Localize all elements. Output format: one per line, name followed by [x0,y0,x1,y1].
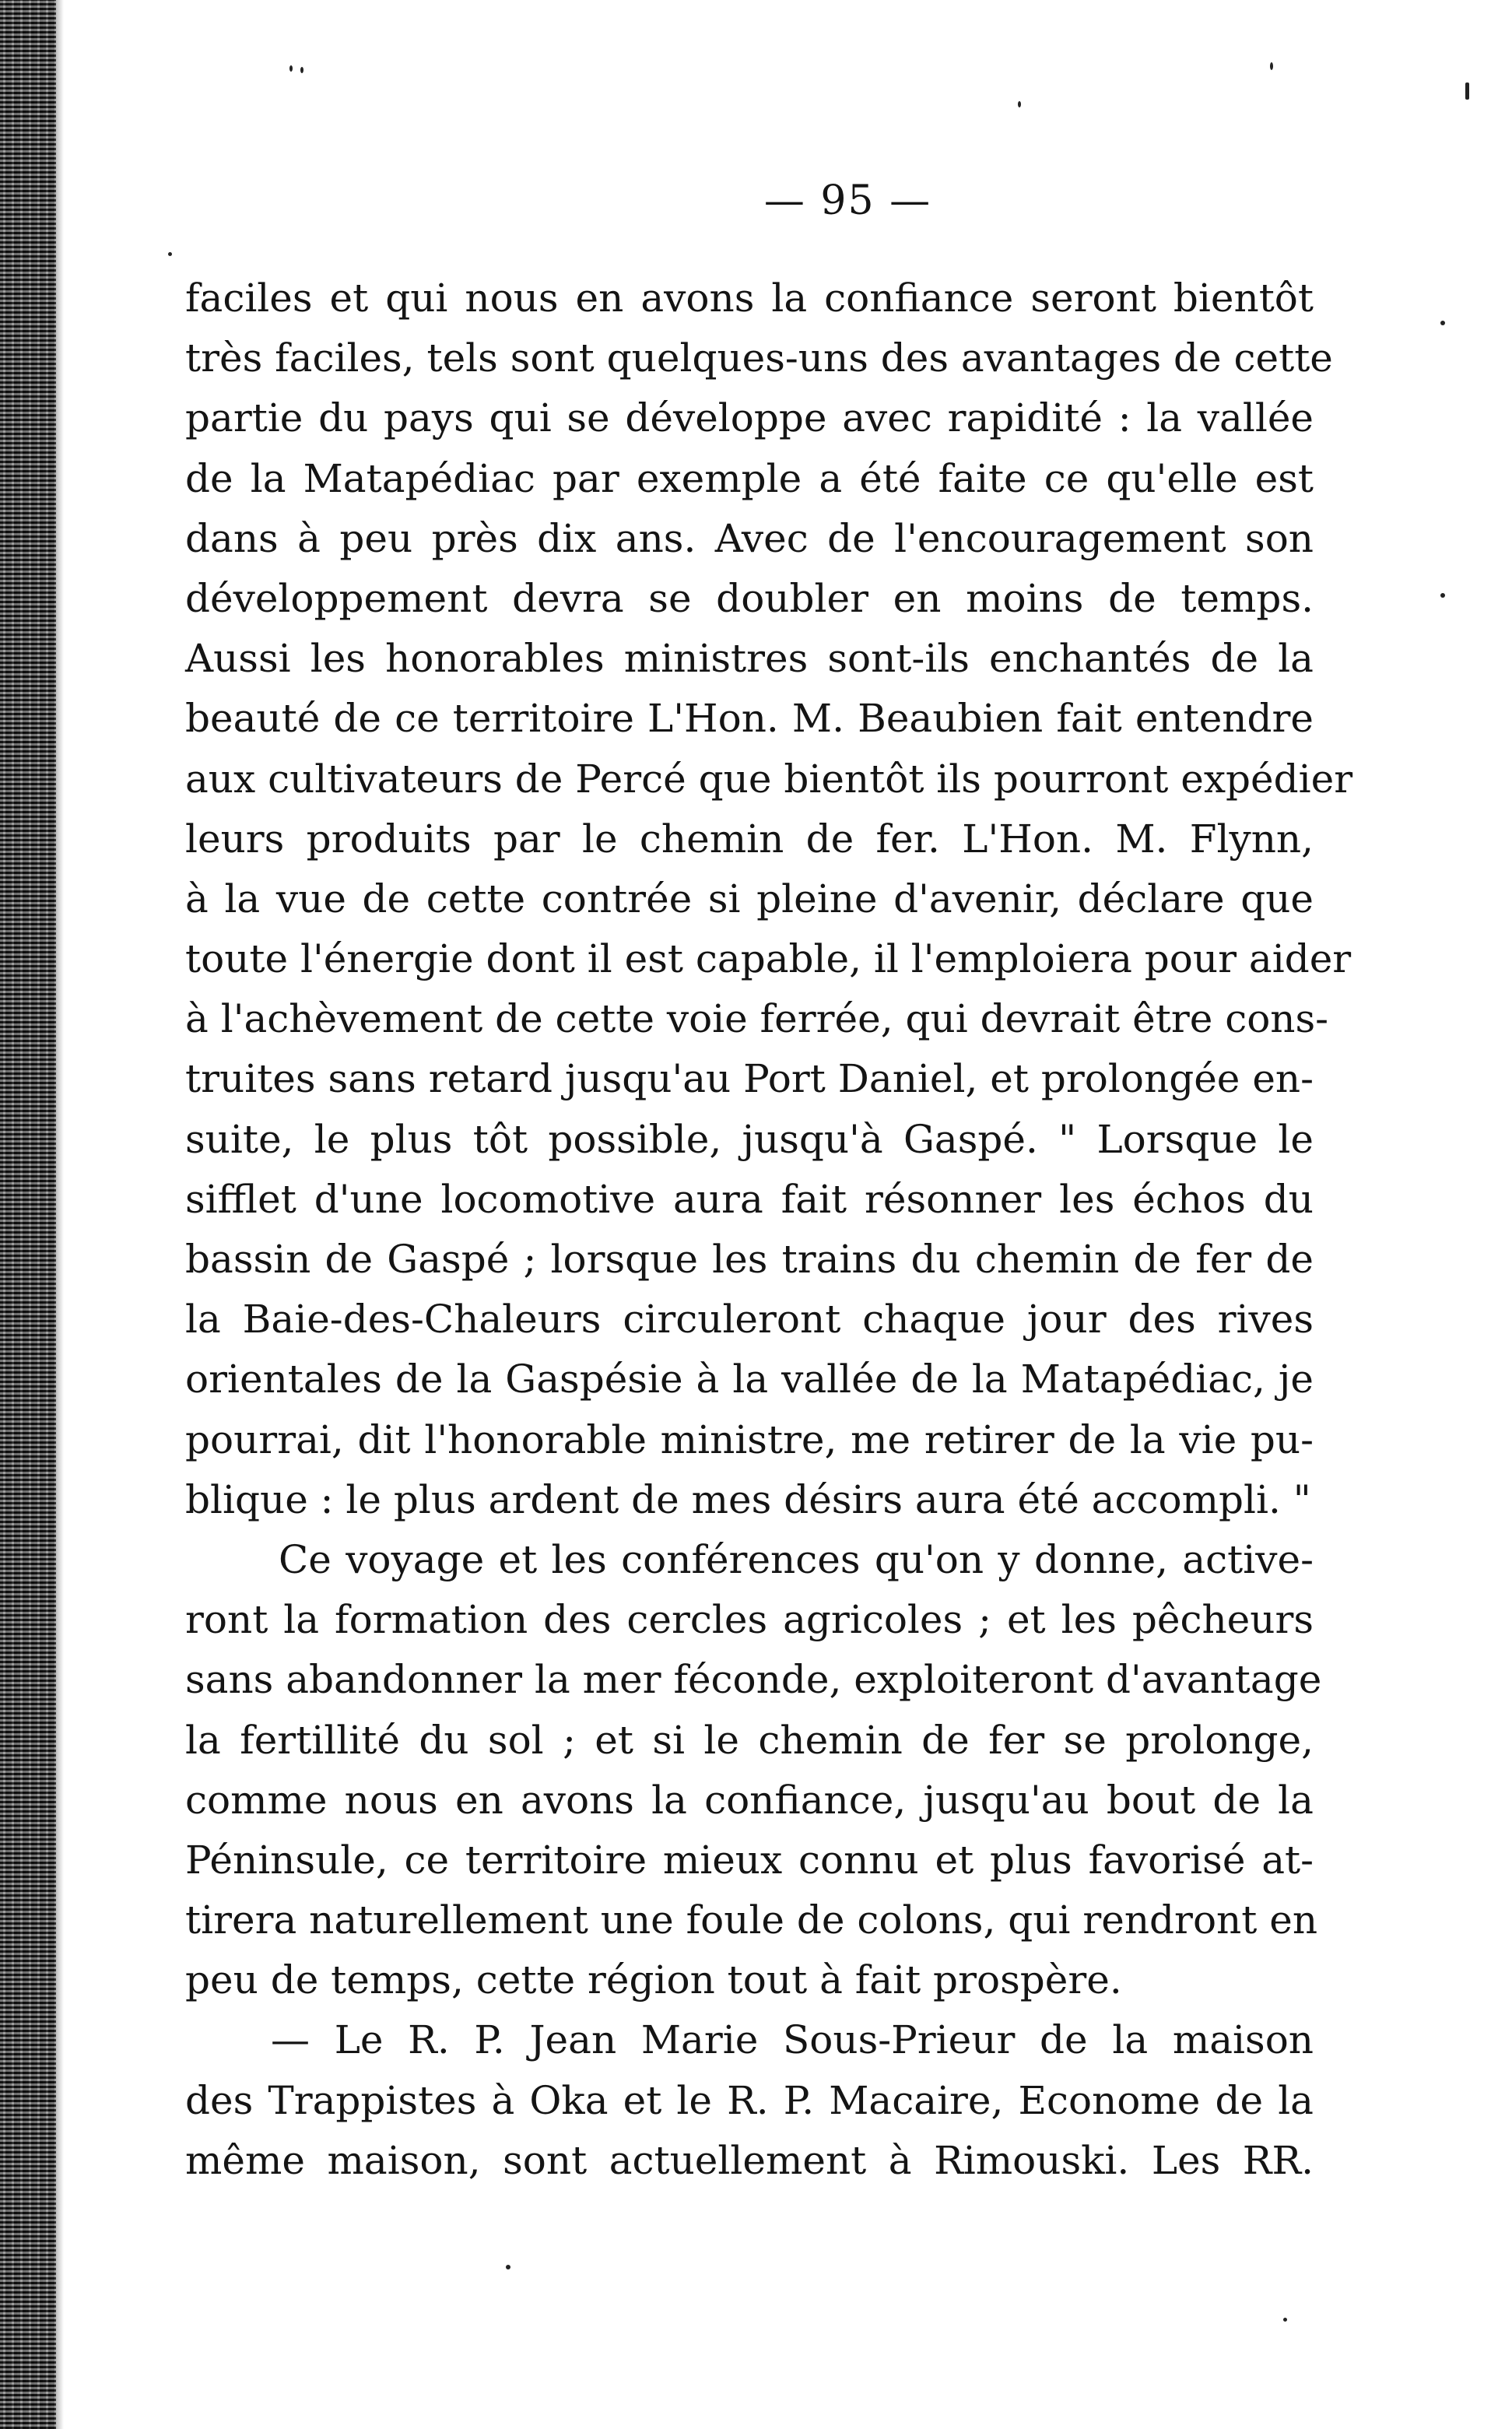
text-line: ront la formation des cercles agricoles ; et les pêcheurs [185,1597,1314,1643]
scan-speck [1270,62,1273,70]
text-line: sifflet d'une locomotive aura fait résonner les échos du [185,1176,1314,1222]
scan-speck [506,2265,510,2269]
text-line: Péninsule, ce territoire mieux connu et plus favorisé at- [185,1837,1314,1883]
text-line: toute l'énergie dont il est capable, il l'emploiera pour aider [185,936,1352,982]
text-line: développement devra se doubler en moins de temps. [185,575,1314,621]
text-line: peu de temps, cette région tout à fait prospère. [185,1957,1122,2003]
scan-speck [289,65,293,72]
text-line: orientales de la Gaspésie à la vallée de la Matapédiac, je [185,1357,1314,1402]
text-line: pourrai, dit l'honorable ministre, me retirer de la vie pu- [185,1416,1314,1462]
text-line: à l'achèvement de cette voie ferrée, qui devrait être cons- [185,996,1329,1042]
text-line: de la Matapédiac par exemple a été faite ce qu'elle est [185,455,1314,501]
scan-speck [1440,593,1445,598]
scan-speck [1440,321,1445,325]
text-line: beauté de ce territoire L'Hon. M. Beaubien fait entendre [185,696,1314,742]
scan-speck [168,252,172,256]
text-line: comme nous en avons la confiance, jusqu'au bout de la [185,1777,1314,1823]
text-line: leurs produits par le chemin de fer. L'Hon. M. Flynn, [185,816,1314,862]
scan-speck [1018,101,1021,107]
text-line: Ce voyage et les conférences qu'on y donne, active- [279,1536,1314,1582]
text-line: des Trappistes à Oka et le R. P. Macaire, Econome de la [185,2077,1314,2123]
text-line: la fertillité du sol ; et si le chemin de fer se prolonge, [185,1717,1314,1763]
text-line: sans abandonner la mer féconde, exploiteront d'avantage [185,1657,1322,1703]
text-line: Aussi les honorables ministres sont-ils enchantés de la [185,636,1314,682]
text-line: — Le R. P. Jean Marie Sous-Prieur de la maison [271,2017,1314,2063]
text-line: même maison, sont actuellement à Rimouski. Les RR. [185,2137,1314,2183]
body-text [185,269,1353,2191]
text-line: dans à peu près dix ans. Avec de l'encouragement son [185,515,1314,561]
text-line: faciles et qui nous en avons la confiance seront bientôt [185,276,1314,321]
text-line: à la vue de cette contrée si pleine d'avenir, déclare que [185,876,1314,921]
text-line: la Baie-des-Chaleurs circuleront chaque jour des rives [185,1297,1314,1343]
text-line: tirera naturellement une foule de colons, qui rendront en [185,1897,1318,1943]
paragraph [185,269,1353,1530]
text-line: truites sans retard jusqu'au Port Daniel, et prolongée en- [185,1056,1314,1102]
scan-speck [300,67,303,73]
text-line: partie du pays qui se développe avec rapidité : la vallée [185,395,1314,441]
scanned-binding-edge [0,0,56,2429]
text-line: très faciles, tels sont quelques-uns des avantages de cette [185,335,1333,381]
paragraph [185,1530,1322,2011]
scan-speck [1283,2318,1287,2322]
text-line: bassin de Gaspé ; lorsque les trains du chemin de fer de [185,1237,1314,1282]
page-number [0,177,1512,224]
page-number-text: — 95 — [763,177,932,224]
text-line: aux cultivateurs de Percé que bientôt ils pourront expédier [185,756,1353,802]
paragraph [185,2010,1314,2191]
text-line: blique : le plus ardent de mes désirs aura été accompli. " [185,1476,1311,1522]
text-line: suite, le plus tôt possible, jusqu'à Gaspé. " Lorsque le [185,1116,1314,1162]
scan-speck [1465,82,1469,100]
